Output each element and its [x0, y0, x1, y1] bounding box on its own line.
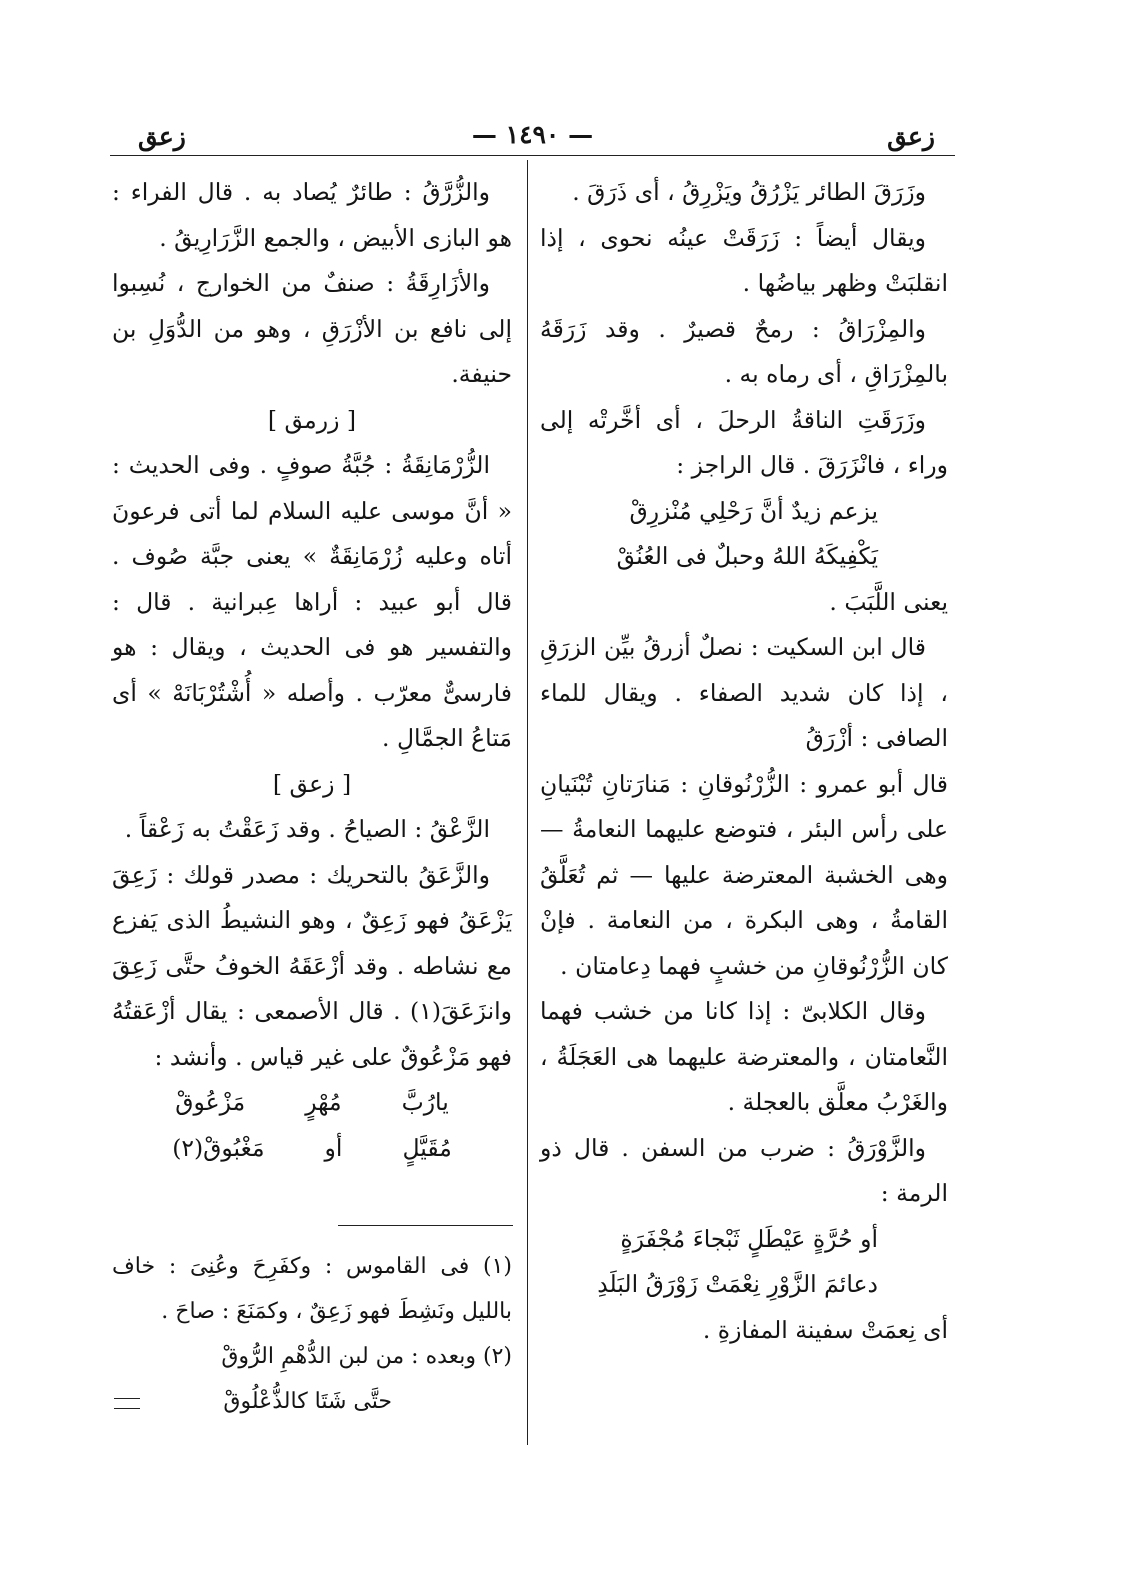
verse-word: مَغْبُوقْ(٢): [172, 1133, 265, 1162]
page-header: [110, 122, 955, 158]
paragraph: والزَّوْرَقُ : ضرب من السفن . قال ذو الرمة :: [540, 1133, 948, 1207]
verse-line: أو حُرَّةٍ عَيْطَلٍ ثَبْجاءَ مُجْفَرَةٍ: [620, 1224, 878, 1253]
verse-word: مُهْرٍ: [305, 1088, 342, 1116]
verse-word: يارُبَّ: [401, 1088, 449, 1116]
paragraph: وقال الكلابىّ : إذا كانا من خشب فهما النَّعامتان ، والمعترضة عليهما هى العَجَلَةُ ، والغَرْبُ معلَّق بالعجلة .: [540, 997, 948, 1116]
footnote: (٢) وبعده : من لبن الدُّهْمِ الرُّوقْ: [221, 1344, 512, 1369]
paragraph: قال أبو عمرو : الزُّرْنُوقانِ : مَنارَتانِ تُبْنَيانِ على رأس البئر ، فتوضع عليهما النعامةُ — وهى الخشبة المعترضة عليها — ثم تُعَلَّقُ القامةُ ، وهى البكرة ، من النعامة . فإنْ كان الزُّرْنُوقانِ من خشبٍ فهما دِعامتان .: [540, 769, 948, 980]
verse-line: دعائمَ الزَّوْرِ نِعْمَتْ زَوْرَقُ البَلَدِ: [597, 1270, 878, 1298]
entry-heading: [ زرمق ]: [267, 405, 357, 434]
header-entry-word-right: زعق: [887, 122, 935, 151]
verse-line: يزعم زيدٌ أنَّ رَحْلِي مُنْزرِقْ: [629, 496, 878, 525]
page-number: — ١٤٩٠ —: [471, 120, 594, 149]
verse-line: [112, 1126, 512, 1172]
paragraph: والمِزْرَاقُ : رمحٌ قصيرٌ . وقد زَرَقَهُ بالمِزْرَاقِ ، أى رماه به .: [540, 314, 948, 388]
left-column: [112, 170, 512, 1171]
header-rule: [110, 155, 955, 156]
paragraph: والزَّعَقُ بالتحريك : مصدر قولك : زَعِقَ يَزْعَقُ فهو زَعِقٌ ، وهو النشيطُ الذى يَفزع مع نشاطه . وقد أزْعَقَهُ الخوفُ حتَّى زَعِقَ وانزَعَقَ(١) . قال الأصمعى : يقال أزْعَقتُهُ فهو مَزْعُوقٌ على غير قياس . وأنشد :: [112, 860, 512, 1071]
verse-word: مُقَيَّلٍ: [402, 1133, 452, 1162]
paragraph: وزَرَقَ الطائر يَزْرُقُ ويَزْرِقُ ، أى ذَرَقَ .: [572, 178, 926, 206]
footnote: حتَّى شَتَا كالذُّعْلُوقْ: [223, 1389, 392, 1414]
paragraph: يعنى اللَّبَبَ .: [829, 587, 948, 616]
verse-word: أو: [324, 1133, 343, 1162]
paragraph: والزُّرَّقُ : طائرٌ يُصاد به . قال الفراء : هو البازى الأبيض ، والجمع الزَّرَارِيقُ .: [112, 178, 512, 252]
footnotes: [112, 1244, 512, 1424]
header-entry-word-left: زعق: [138, 122, 186, 151]
verse-line: يَكْفِيكَهُ اللهُ وحبلٌ فى العُنُقْ: [616, 542, 878, 570]
column-divider: [527, 160, 528, 1445]
paragraph: ويقال أيضاً : زَرَقَتْ عينُه نحوى ، إذا انقلبَتْ وظهر بياضُها .: [540, 223, 948, 297]
verse-line: [112, 1080, 512, 1126]
entry-heading: [ زعق ]: [272, 769, 352, 798]
footnote-rule: [338, 1225, 513, 1226]
paragraph: والأزَارِقَةُ : صنفٌ من الخوارج ، نُسِبوا إلى نافع بن الأزْرَقِ ، وهو من الدُّوَلِ بن حنيفة.: [112, 269, 512, 388]
paragraph: الزُّرْمَانِقَةُ : جُبَّةُ صوفٍ . وفى الحديث : « أنَّ موسى عليه السلام لما أتى فرعونَ أتاه وعليه زُرْمَانِقَةٌ » يعنى جبَّة صُوف . قال أبو عبيد : أراها عِبرانية . قال : والتفسير هو فى الحديث ، ويقال : هو فارسىٌّ معرّب . وأصله « أُشْتُرْبَانَهْ » أى مَتاعُ الجمَّالِ .: [112, 451, 512, 752]
end-mark: [114, 1398, 140, 1409]
footnote: (١) فى القاموس : وكفَرِحَ وعُنِىَ : خاف بالليل ونَشِطَ فهو زَعِقٌ ، وكمَنَعَ : صاحَ .: [112, 1254, 512, 1324]
verse-word: مَزْعُوقْ: [175, 1088, 246, 1116]
paragraph: الزَّعْقُ : الصياحُ . وقد زَعَقْتُ به زَعْقاً .: [124, 815, 490, 843]
paragraph: وزَرَقَتِ الناقةُ الرحلَ ، أى أخَّرتْه إلى وراء ، فانْزَرَقَ . قال الراجز :: [540, 405, 948, 479]
right-column: [540, 170, 948, 1353]
paragraph: قال ابن السكيت : نصلٌ أزرقُ بيِّن الزرَقِ ، إذا كان شديد الصفاء . ويقال للماء الصافى : أزْرَقُ: [540, 633, 948, 752]
paragraph: أى نِعمَتْ سفينة المفازةِ .: [702, 1315, 948, 1344]
